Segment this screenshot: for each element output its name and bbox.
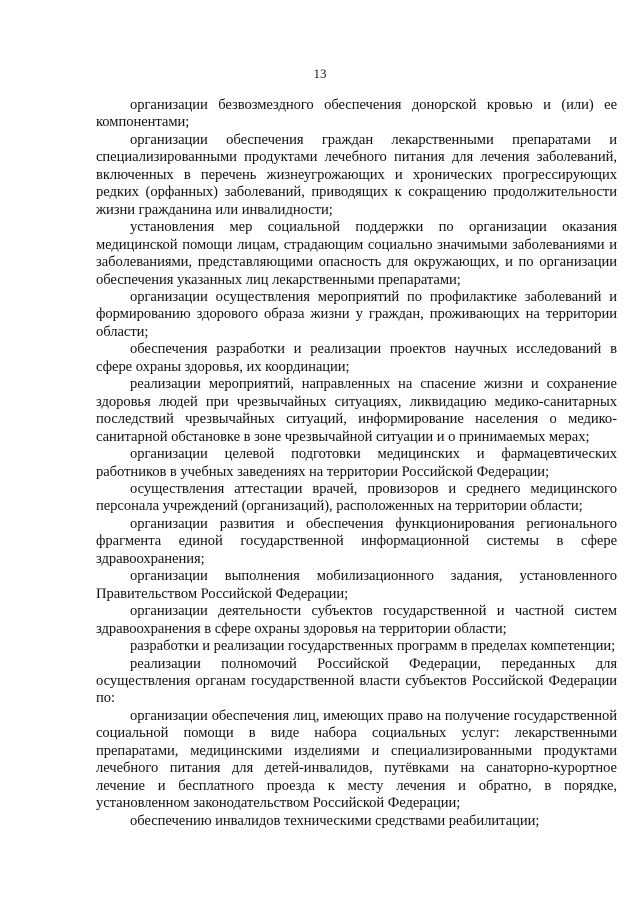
paragraph: организации развития и обеспечения функционирования регионального фрагмента единой государственной информационной системы в сфере здравоохранения; <box>96 515 617 567</box>
paragraph: организации выполнения мобилизационного задания, установленного Правительством Российской Федерации; <box>96 568 617 602</box>
paragraph: организации целевой подготовки медицинских и фармацевтических работников в учебных заведениях на территории Российской Федерации; <box>96 446 617 480</box>
paragraph: установления мер социальной поддержки по организации оказания медицинской помощи лицам, страдающим социально значимыми заболеваниями и заболеваниями, представляющими опасность для окружающих, и по организации обеспечения указанных лиц лекарственными препаратами; <box>96 219 617 288</box>
paragraph: организации обеспечения граждан лекарственными препаратами и специализированными продуктами лечебного питания для лечения заболеваний, включенных в перечень жизнеугрожающих и хронических прогрессирующих редких (орфанных) заболеваний, приводящих к сокращению продолжительности жизни гражданина или инвалидности; <box>96 131 617 218</box>
paragraph: осуществления аттестации врачей, провизоров и среднего медицинского персонала учреждений (организаций), расположенных на территории области; <box>96 480 617 515</box>
paragraph: разработки и реализации государственных программ в пределах компетенции; <box>130 638 616 655</box>
document-body <box>96 97 617 830</box>
paragraph: организации обеспечения лиц, имеющих право на получение государственной социальной помощи в виде набора социальных услуг: лекарственными препаратами, медицинскими изделиями и специализированными продуктами лечебного питания для детей-инвалидов, путёвками на санаторно-курортное лечение и бесплатного проезда к месту лечения и обратно, в порядке, установленном законодательством Российской Федерации; <box>96 707 617 812</box>
paragraph: реализации мероприятий, направленных на спасение жизни и сохранение здоровья людей при чрезвычайных ситуациях, ликвидацию медико-санитарных последствий чрезвычайных ситуаций, информирование населения о медико-санитарной обстановке в зоне чрезвычайной ситуации и о принимаемых мерах; <box>96 376 617 445</box>
paragraph: реализации полномочий Российской Федерации, переданных для осуществления органам государственной власти субъектов Российской Федерации по: <box>96 655 617 707</box>
paragraph: обеспечения разработки и реализации проектов научных исследований в сфере охраны здоровья, их координации; <box>96 341 617 375</box>
paragraph: организации безвозмездного обеспечения донорской кровью и (или) ее компонентами; <box>96 97 617 131</box>
paragraph: организации осуществления мероприятий по профилактике заболеваний и формированию здорового образа жизни у граждан, проживающих на территории области; <box>96 288 617 340</box>
page-number: 13 <box>313 66 327 81</box>
paragraph: обеспечению инвалидов техническими средствами реабилитации; <box>130 812 540 829</box>
paragraph: организации деятельности субъектов государственной и частной систем здравоохранения в сфере охраны здоровья на территории области; <box>96 603 617 637</box>
